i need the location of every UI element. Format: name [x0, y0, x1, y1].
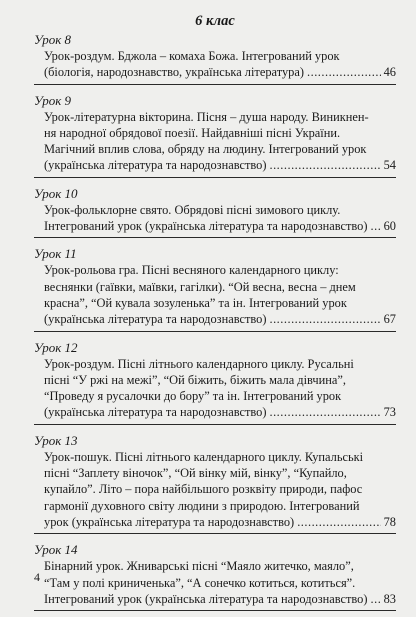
description-line: Урок-літературна вікторина. Пісня – душа народу. Виникнен- [44, 109, 369, 124]
leader-line [44, 218, 396, 234]
lesson-description [44, 356, 396, 421]
description-line: “Там у полі криниченька”, “А сонечко котиться, котиться”. [44, 575, 356, 590]
toc-entry [34, 246, 396, 331]
page-reference: 83 [383, 591, 396, 606]
leader-line [44, 404, 396, 420]
description-line: Інтегрований урок (українська література та народознавство) [44, 591, 368, 606]
page-reference: 54 [383, 158, 396, 173]
dot-leader [269, 404, 380, 420]
toc-entry [34, 433, 396, 534]
dot-leader [269, 157, 380, 173]
leader-line [44, 64, 396, 80]
lesson-description [44, 262, 396, 327]
leader-line [44, 591, 396, 607]
toc-entry [34, 186, 396, 239]
dot-leader [371, 591, 381, 607]
toc-entry [34, 93, 396, 178]
lesson-label: Урок 10 [34, 185, 78, 201]
lesson-label: Урок 8 [34, 32, 72, 47]
description-line: “Проведу я русалочки до бору” та ін. Інтегрований урок [44, 389, 342, 404]
dot-leader [297, 514, 380, 530]
description-line: пісні “У ржі на межі”, “Ой біжить, біжить мала дівчина”, [44, 372, 347, 387]
page-reference: 73 [383, 405, 396, 420]
page-number: 4 [34, 570, 40, 584]
page-reference: 78 [383, 514, 396, 529]
toc-entry [34, 340, 396, 425]
description-line: (українська література та народознавство) [44, 158, 267, 173]
lesson-label: Урок 9 [34, 92, 72, 108]
description-line: (українська література та народознавство) [44, 312, 267, 327]
description-line: красна”, “Ой кувала зозуленька” та ін. Інтегрований урок [44, 295, 347, 310]
section-heading: 6 клас [195, 13, 235, 29]
description-line: Урок-роздум. Пісні літнього календарного циклу. Русальні [44, 356, 354, 371]
lesson-description [44, 202, 396, 235]
lesson-label: Урок 14 [34, 542, 78, 558]
description-line: ня народної обрядової поезії. Найдавніші пісні України. [44, 125, 341, 140]
description-line: Урок-пошук. Пісні літнього календарного циклу. Купальські [44, 449, 364, 464]
description-line: Бінарний урок. Жниварські пісні “Маяло житечко, маяло”, [44, 559, 354, 574]
toc-entry [34, 542, 396, 611]
lesson-description [44, 109, 396, 174]
description-line: Урок-роздум. Бджола – комаха Божа. Інтегрований урок [44, 49, 340, 63]
description-line: пісні “Заплету віночок”, “Ой вінку мій, вінку”, “Купайло, [44, 466, 347, 481]
dot-leader [371, 218, 381, 234]
lesson-label: Урок 11 [34, 246, 77, 262]
lesson-label: Урок 13 [34, 432, 78, 448]
leader-line [44, 514, 396, 530]
lesson-label: Урок 12 [34, 339, 78, 355]
page-reference: 46 [383, 65, 396, 80]
description-line: купайло”. Літо – пора найбільшого розквіту природи, пафос [44, 482, 363, 497]
description-line: Урок-рольова гра. Пісні весняного календарного циклу: [44, 263, 339, 278]
toc-entry [34, 32, 396, 85]
description-line: Урок-фольклорне свято. Обрядові пісні зимового циклу. [44, 202, 341, 217]
description-line: (біологія, народознавство, українська література) [44, 65, 304, 80]
dot-leader [307, 64, 381, 80]
description-line: урок (українська література та народознавство) [44, 514, 295, 529]
description-line: гармонії духовного світу людини з природою. Інтегрований [44, 498, 360, 513]
dot-leader [269, 311, 380, 327]
page-reference: 60 [383, 219, 396, 234]
lesson-description [44, 558, 396, 607]
lesson-description [44, 449, 396, 530]
description-line: Інтегрований урок (українська література та народознавство) [44, 219, 368, 234]
table-of-contents [34, 32, 396, 611]
page-reference: 67 [383, 312, 396, 327]
lesson-description [44, 48, 396, 81]
leader-line [44, 311, 396, 327]
description-line: веснянки (гаївки, маївки, гагілки). “Ой весна, весна – днем [44, 279, 356, 294]
description-line: Магічний вплив слова, обряду на людину. Інтегрований урок [44, 142, 367, 157]
description-line: (українська література та народознавство) [44, 405, 267, 420]
leader-line [44, 157, 396, 173]
